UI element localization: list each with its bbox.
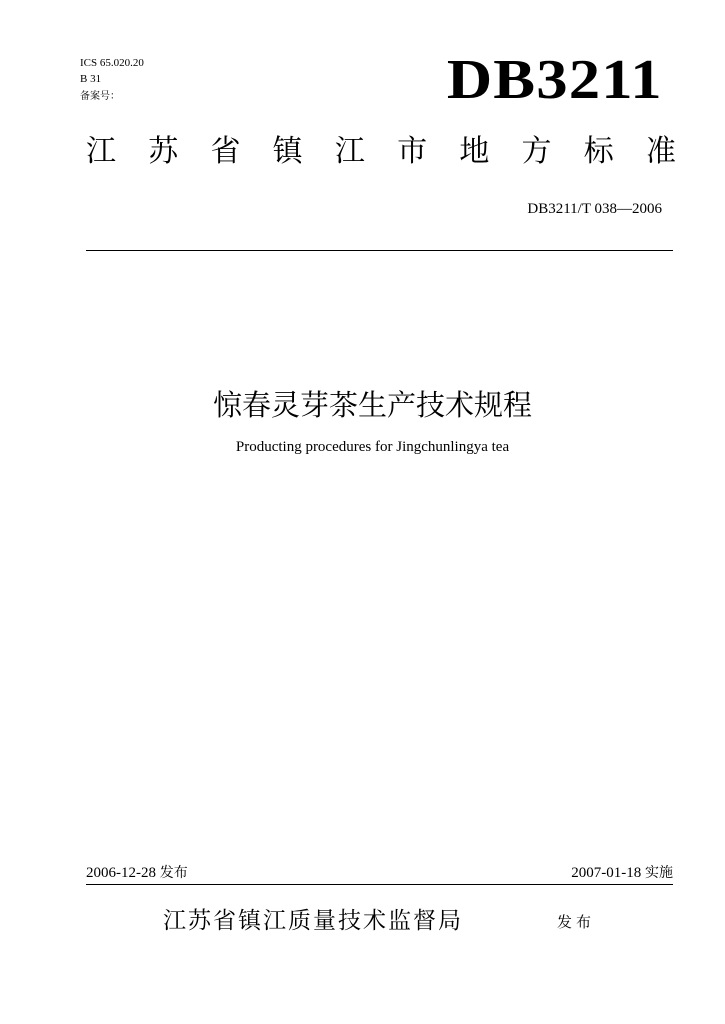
standard-type-char: 地: [459, 134, 490, 169]
publisher-name: 江苏省镇江质量技术监督局: [163, 908, 463, 934]
issue-date: [86, 863, 188, 883]
implementation-date: [571, 863, 673, 883]
standard-type-char: 方: [521, 134, 552, 169]
standard-type-char: 江: [334, 134, 365, 169]
implementation-date-value: 2007-01-18: [571, 865, 642, 881]
implementation-label: 实施: [645, 865, 673, 881]
standard-number: DB3211/T 038—2006: [527, 201, 662, 217]
record-number-label: 备案号：: [80, 91, 120, 102]
footer-divider: [86, 884, 673, 885]
standard-type-char: 省: [210, 134, 241, 169]
standard-type-heading: [86, 130, 676, 174]
standard-type-char: 市: [397, 134, 428, 169]
header-divider: [86, 250, 673, 251]
standard-type-char: 苏: [148, 134, 179, 169]
standard-type-char: 镇: [272, 134, 303, 169]
publish-label: 发布: [557, 913, 596, 931]
document-title: 惊春灵芽茶生产技术规程: [212, 388, 532, 422]
standard-logo: DB3211: [447, 49, 663, 111]
ics-code: ICS 65.020.20: [80, 57, 144, 69]
document-title-english: Producting procedures for Jingchunlingya tea: [235, 439, 510, 455]
issue-label: 发布: [159, 865, 188, 881]
standard-type-char: 江: [86, 134, 116, 169]
classification-code: B 31: [80, 73, 102, 85]
standard-type-char: 标: [583, 134, 614, 169]
issue-date-value: 2006-12-28: [86, 865, 156, 881]
standard-type-char: 准: [645, 134, 676, 169]
